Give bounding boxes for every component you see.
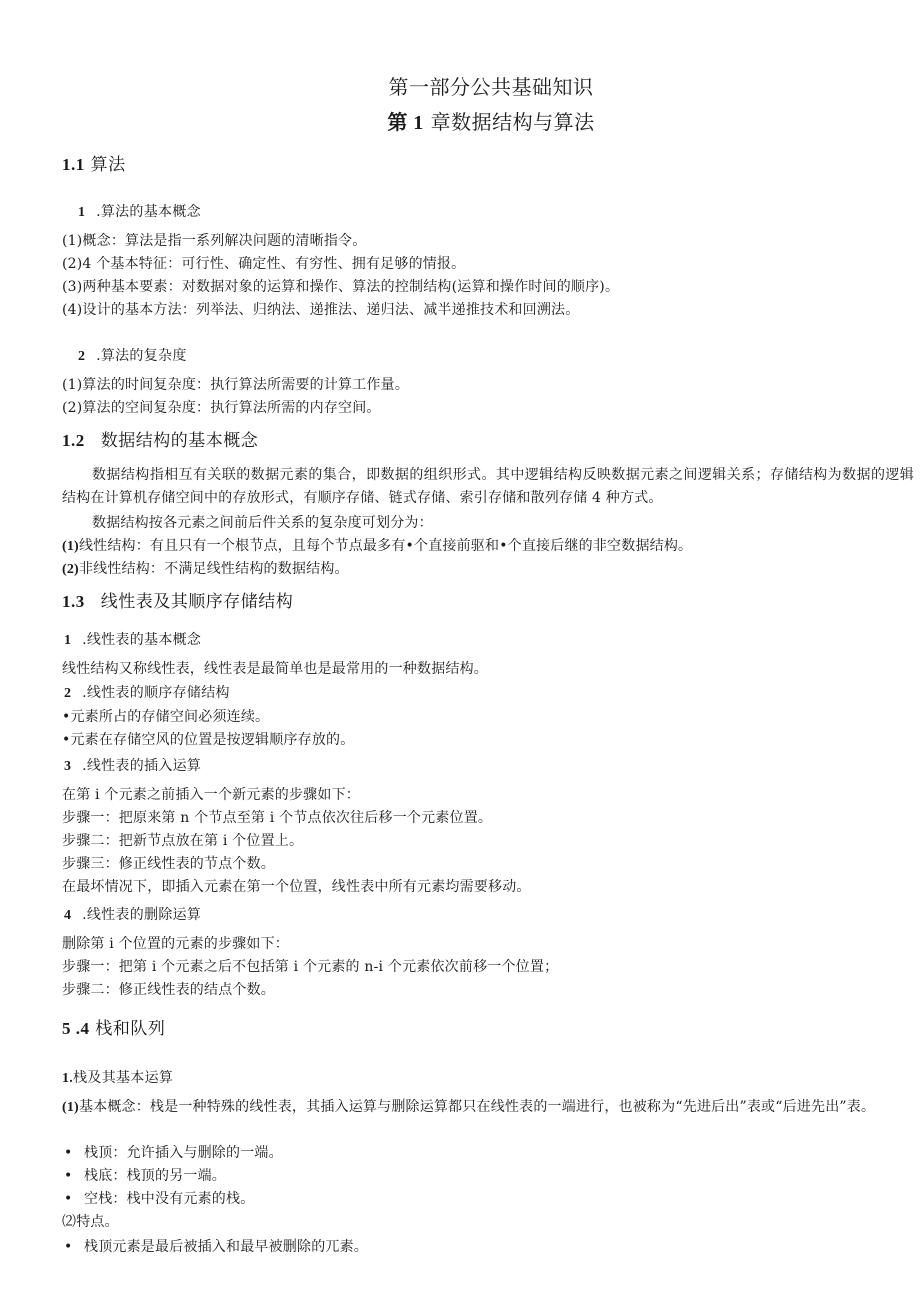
subsection-title: 栈及其基本运算 — [73, 1070, 174, 1086]
subsection-number: 3 — [64, 759, 72, 774]
text-line: (2)4 个基本特征：可行性、确定性、有穷性、拥有足够的情报。 — [62, 256, 466, 272]
subsection-algorithm-complexity — [78, 349, 187, 364]
bullet-item — [64, 1240, 368, 1254]
section-number: 1.2 — [62, 431, 85, 450]
bullet-text: 栈顶：允许插入与删除的一端。 — [84, 1145, 283, 1161]
chapter-title — [0, 112, 920, 133]
text-line: •元素所占的存储空间必须连续。 — [62, 709, 270, 725]
section-number: 5 .4 — [62, 1019, 90, 1038]
subsection-title: .线性表的顺序存储结构 — [77, 685, 230, 701]
bullet-icon: • — [64, 1191, 73, 1207]
subsection-number: 1 — [78, 205, 86, 220]
text-line: 步骤一：把第 i 个元素之后不包括第 i 个元素的 n-i 个元素依次前移一个位置； — [62, 959, 559, 975]
text-line: (1)概念：算法是指一系列解决问题的清晰指令。 — [62, 233, 367, 249]
paragraph-stack-concept — [62, 1096, 916, 1119]
subsection-insert-operation — [64, 759, 201, 774]
text-line: 线性结构又称线性表，线性表是最简单也是最常用的一种数据结构。 — [62, 661, 488, 677]
bullet-icon: • — [64, 1145, 73, 1161]
section-1-1-heading — [62, 156, 126, 174]
bullet-item — [64, 1192, 254, 1206]
section-number: 1.3 — [62, 592, 85, 611]
section-title: 算法 — [84, 155, 126, 175]
item-number: (1) — [62, 1100, 79, 1115]
item-number: (1) — [62, 539, 79, 554]
bullet-icon: • — [64, 1168, 73, 1184]
text-line: 步骤一：把原来第 n 个节点至第 i 个节点依次往后移一个元素位置。 — [62, 810, 493, 826]
section-number: 1.1 — [62, 155, 85, 174]
text-line-linear — [62, 539, 692, 554]
text-line: ⑵特点。 — [62, 1214, 119, 1230]
subsection-number: 1. — [62, 1071, 74, 1086]
text-line: 步骤二：修正线性表的结点个数。 — [62, 982, 275, 998]
subsection-delete-operation — [64, 908, 201, 923]
subsection-title: .线性表的基本概念 — [77, 632, 202, 648]
text-line: (3)两种基本要素：对数据对象的运算和操作、算法的控制结构(运算和操作时间的顺序)。 — [62, 279, 620, 295]
subsection-linear-list-concept — [64, 633, 201, 648]
text-line: (4)设计的基本方法：列举法、归纳法、递推法、递归法、减半递推技术和回溯法。 — [62, 302, 580, 318]
section-stack-queue-heading — [62, 1020, 165, 1038]
chapter-name: 章数据结构与算法 — [423, 110, 595, 134]
bullet-text: 栈顶元素是最后被插入和最早被删除的兀素。 — [84, 1239, 368, 1255]
section-title: 数据结构的基本概念 — [100, 431, 259, 451]
bullet-item — [64, 1146, 283, 1160]
subsection-number: 4 — [64, 908, 72, 923]
item-text: 非线性结构：不满足线性结构的数据结构。 — [78, 561, 349, 577]
subsection-title: .算法的基本概念 — [91, 204, 201, 220]
section-title: 栈和队列 — [89, 1019, 166, 1039]
text-line-nonlinear — [62, 562, 349, 577]
text-line: 步骤二：把新节点放在第 i 个位置上。 — [62, 833, 304, 849]
item-text: 线性结构：有且只有一个根节点，且每个节点最多有•个直接前驱和•个直接后继的非空数据结构。 — [78, 538, 693, 554]
bullet-icon: • — [64, 1239, 73, 1255]
subsection-title: .线性表的删除运算 — [77, 907, 202, 923]
chapter-number: 第 1 — [387, 112, 424, 134]
section-1-3-heading — [62, 593, 293, 611]
subsection-number: 1 — [64, 633, 72, 648]
subsection-title: .算法的复杂度 — [91, 348, 187, 364]
bullet-text: 栈底：栈顶的另一端。 — [84, 1168, 226, 1184]
subsection-title: .线性表的插入运算 — [77, 758, 202, 774]
section-1-2-heading — [62, 432, 258, 450]
text-line: •元素在存储空风的位置是按逻辑顺序存放的。 — [62, 732, 355, 748]
text-line: 数据结构按各元素之间前后件关系的复杂度可划分为： — [92, 515, 433, 531]
paragraph-definition: 数据结构指相互有关联的数据元素的集合，即数据的组织形式。其中逻辑结构反映数据元素之间逻辑关系；存储结构为数据的逻辑结构在计算机存储空间中的存放形式，有顺序存储、链式存储、索引存储和散列存储 4 种方式。 — [62, 467, 914, 506]
item-text: 基本概念：栈是一种特殊的线性表，其插入运算与删除运算都只在线性表的一端进行，也被称为“先进后出”表或“后进先出”表。 — [78, 1099, 876, 1115]
subsection-stack-basics — [62, 1071, 173, 1086]
text-line: (1)算法的时间复杂度：执行算法所需要的计算工作量。 — [62, 377, 410, 393]
text-line: 删除第 i 个位置的元素的步骤如下： — [62, 936, 289, 952]
section-title: 线性表及其顺序存储结构 — [100, 592, 294, 612]
text-line: 在最坏情况下，即插入元素在第一个位置，线性表中所有元素均需要移动。 — [62, 879, 531, 895]
subsection-sequential-storage — [64, 686, 230, 701]
bullet-text: 空栈：栈中没有元素的栈。 — [84, 1191, 255, 1207]
part-title: 第一部分公共基础知识 — [388, 75, 594, 99]
bullet-item — [64, 1169, 226, 1183]
subsection-number: 2 — [78, 349, 86, 364]
subsection-algorithm-concept — [78, 205, 201, 220]
text-line: (2)算法的空间复杂度：执行算法所需的内存空间。 — [62, 400, 381, 416]
text-line: 步骤三：修正线性表的节点个数。 — [62, 856, 275, 872]
subsection-number: 2 — [64, 686, 72, 701]
item-number: (2) — [62, 562, 79, 577]
text-line: 在第 i 个元素之前插入一个新元素的步骤如下： — [62, 787, 360, 803]
